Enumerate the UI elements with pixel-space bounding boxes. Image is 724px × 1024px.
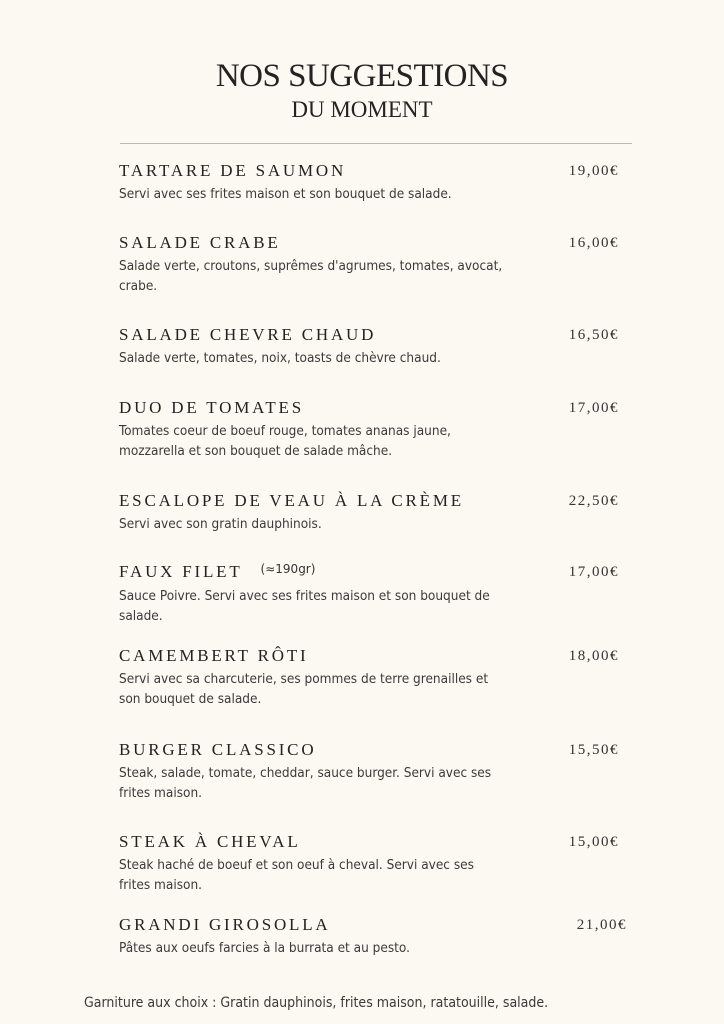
item-price: 19,00€	[568, 163, 619, 179]
item-description: Servi avec ses frites maison et son bouquet de salade.	[119, 186, 452, 202]
item-description: Tomates coeur de boeuf rouge, tomates ananas jaune, mozzarella et son bouquet de salade mâche.	[119, 423, 451, 459]
item-price: 15,00€	[568, 834, 619, 850]
item-name: CAMEMBERT RÔTI	[119, 646, 309, 665]
item-description: Salade verte, croutons, suprêmes d'agrumes, tomates, avocat, crabe.	[119, 258, 503, 294]
item-price: 16,50€	[568, 327, 619, 343]
item-name: TARTARE DE SAUMON	[119, 161, 347, 180]
garniture-note: Garniture aux choix : Gratin dauphinois, frites maison, ratatouille, salade.	[84, 995, 549, 1011]
menu-item	[119, 232, 639, 296]
item-description: Sauce Poivre. Servi avec ses frites maison et son bouquet de salade.	[119, 588, 490, 624]
item-name: STEAK À CHEVAL	[119, 832, 301, 851]
menu-item	[119, 490, 639, 534]
item-price: 16,00€	[568, 235, 619, 251]
item-price: 15,50€	[568, 742, 619, 758]
item-name	[119, 561, 639, 584]
menu-item	[119, 397, 639, 461]
item-name: ESCALOPE DE VEAU À LA CRÈME	[119, 491, 464, 510]
item-description: Steak, salade, tomate, cheddar, sauce burger. Servi avec ses frites maison.	[119, 765, 492, 801]
menu-item	[119, 645, 639, 709]
item-description: Pâtes aux oeufs farcies à la burrata et au pesto.	[119, 940, 410, 956]
item-description: Servi avec son gratin dauphinois.	[119, 516, 322, 532]
item-price: 22,50€	[568, 493, 619, 509]
menu-item	[119, 914, 639, 958]
item-price: 21,00€	[576, 917, 627, 933]
menu-item	[119, 324, 639, 368]
menu-item	[119, 831, 639, 895]
menu-item	[119, 561, 639, 626]
item-name: DUO DE TOMATES	[119, 398, 304, 417]
item-price: 18,00€	[568, 648, 619, 664]
item-price: 17,00€	[568, 564, 619, 580]
page-title: NOS SUGGESTIONS	[215, 58, 509, 94]
item-name: BURGER CLASSICO	[119, 740, 317, 759]
item-weight-note: (≈190gr)	[260, 562, 316, 576]
menu-item	[119, 739, 639, 803]
item-description: Servi avec sa charcuterie, ses pommes de terre grenailles et son bouquet de salade.	[119, 671, 489, 707]
menu-item	[119, 160, 639, 204]
item-description: Salade verte, tomates, noix, toasts de chèvre chaud.	[119, 350, 441, 366]
item-description: Steak haché de boeuf et son oeuf à cheval. Servi avec ses frites maison.	[119, 857, 474, 893]
item-name: SALADE CHEVRE CHAUD	[119, 325, 377, 344]
item-name: SALADE CRABE	[119, 233, 281, 252]
item-price: 17,00€	[568, 400, 619, 416]
item-name: GRANDI GIROSOLLA	[119, 915, 331, 934]
title-divider	[120, 143, 632, 144]
item-name-text: FAUX FILET	[119, 562, 243, 581]
page-subtitle: DU MOMENT	[291, 97, 433, 122]
